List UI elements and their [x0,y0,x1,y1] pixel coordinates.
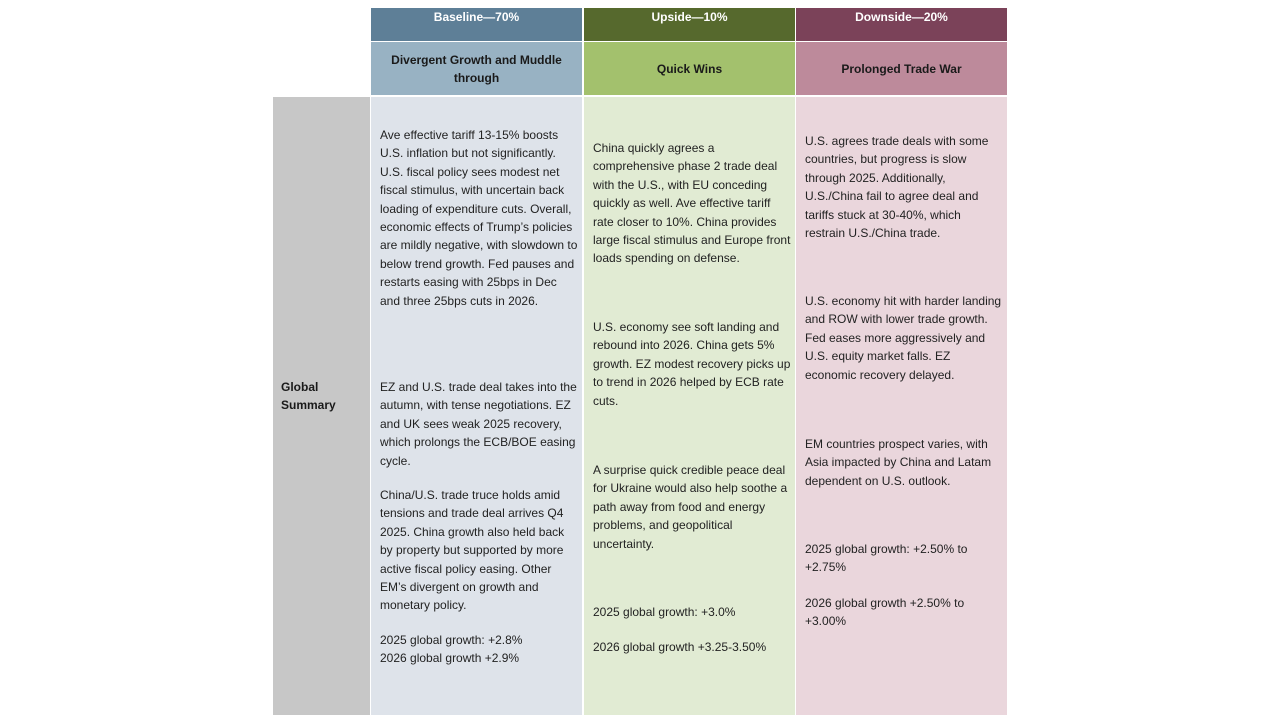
upside-body [584,97,795,715]
baseline-growth-2025: 2025 global growth: +2.8% [380,633,523,647]
upside-growth-2025: 2025 global growth: +3.0% [593,605,736,619]
row-label: Global Summary [281,380,336,413]
upside-paragraph: A surprise quick credible peace deal for Ukraine would also help soothe a path away from food and energy problems, and geopolitical uncertainty. [593,463,788,551]
baseline-body [371,97,582,715]
downside-growth-2026: 2026 global growth +2.50% to +3.00% [805,596,965,629]
upside-growth-2026: 2026 global growth +3.25-3.50% [593,640,767,654]
upside-paragraph: China quickly agrees a comprehensive phase 2 trade deal with the U.S., with EU conceding quickly as well. Ave effective tariff rate closer to 10%. China provides large fiscal stimulus and Europe front loads spending on defense. [593,141,791,266]
downside-body [796,97,1007,715]
baseline-title: Divergent Growth and Muddle through [371,42,582,95]
downside-growth-2025: 2025 global growth: +2.50% to +2.75% [805,542,968,575]
downside-paragraph: U.S. agrees trade deals with some countries, but progress is slow through 2025. Additionally, U.S./China fail to agree deal and tariffs stuck at 30-40%, which restrain U.S./China trade. [805,134,989,241]
baseline-header: Baseline—70% [371,8,582,41]
upside-header: Upside—10% [584,8,795,41]
upside-paragraph: U.S. economy see soft landing and rebound into 2026. China gets 5% growth. EZ modest recovery picks up to trend in 2026 helped by ECB rate cuts. [593,320,791,408]
baseline-paragraph: Ave effective tariff 13-15% boosts U.S. inflation but not significantly. U.S. fiscal policy sees modest net fiscal stimulus, with uncertain back loading of expenditure cuts. Overall, economic effects of Trump’s policies are mildly negative, with slowdown to below trend growth. Fed pauses and restarts easing with 25bps in Dec and three 25bps cuts in 2026. [380,128,578,308]
baseline-growth-2026: 2026 global growth +2.9% [380,651,520,665]
downside-title: Prolonged Trade War [796,42,1007,95]
baseline-paragraph: China/U.S. trade truce holds amid tensions and trade deal arrives Q4 2025. China growth also held back by property but supported by more active fiscal policy easing. Other EM’s divergent on growth and monetary policy. [380,488,565,613]
baseline-paragraph: EZ and U.S. trade deal takes into the autumn, with tense negotiations. EZ and UK sees weak 2025 recovery, which prolongs the ECB/BOE easing cycle. [380,380,577,468]
downside-paragraph: EM countries prospect varies, with Asia impacted by China and Latam dependent on U.S. outlook. [805,437,992,488]
downside-paragraph: U.S. economy hit with harder landing and ROW with lower trade growth. Fed eases more aggressively and U.S. equity market falls. EZ economic recovery delayed. [805,294,1002,382]
upside-title: Quick Wins [584,42,795,95]
downside-header: Downside—20% [796,8,1007,41]
row-label-cell [273,97,370,715]
